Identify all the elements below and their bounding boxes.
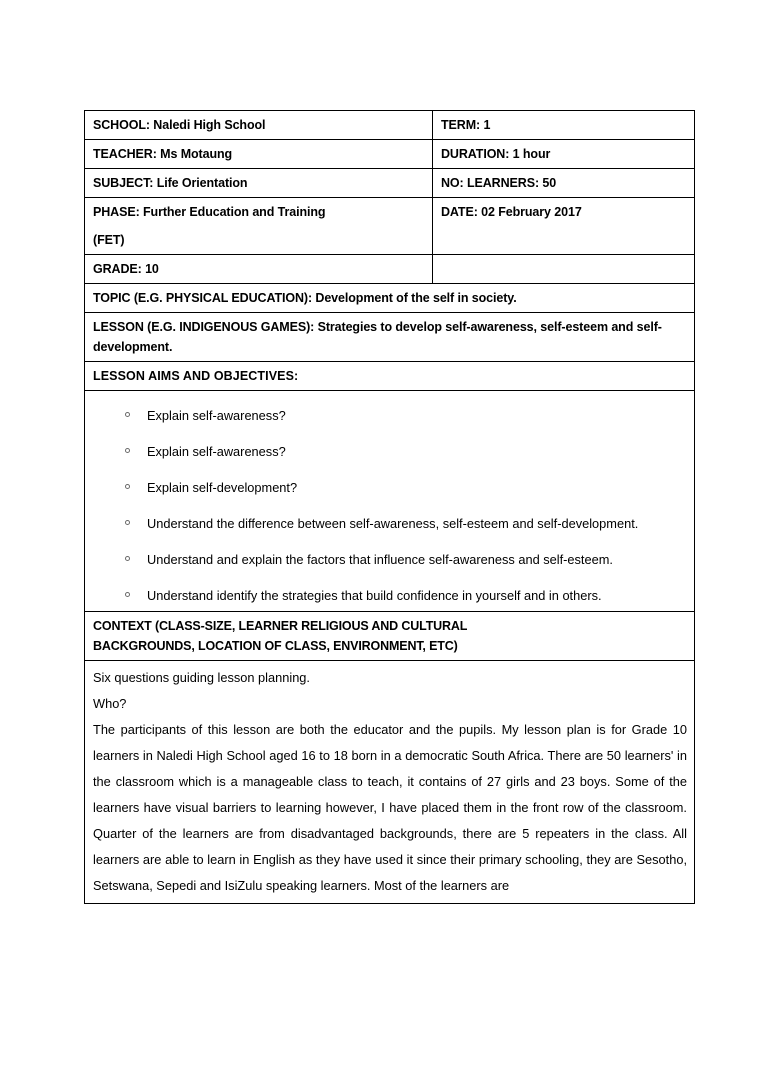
phase-field bbox=[85, 198, 433, 255]
list-item-label: Explain self-awareness? bbox=[147, 444, 286, 459]
list-item-label: Understand and explain the factors that influence self-awareness and self-esteem. bbox=[147, 552, 613, 567]
empty-cell bbox=[433, 255, 695, 284]
table-row bbox=[85, 198, 695, 255]
circle-bullet-icon bbox=[125, 520, 130, 525]
list-item-label: Explain self-development? bbox=[147, 480, 298, 495]
phase-line-1: PHASE: Further Education and Training bbox=[93, 205, 326, 219]
circle-bullet-icon bbox=[125, 448, 130, 453]
duration-field: DURATION: 1 hour bbox=[433, 140, 695, 169]
context-heading bbox=[85, 612, 695, 661]
context-body-cell bbox=[85, 661, 695, 904]
list-item-label: Understand the difference between self-awareness, self-esteem and self-development. bbox=[147, 516, 639, 531]
lesson-aims-heading: LESSON AIMS AND OBJECTIVES: bbox=[85, 362, 695, 391]
context-body-paragraph: The participants of this lesson are both the educator and the pupils. My lesson plan is for Grade 10 learners in Naledi High School aged 16 to 18 born in a democratic South Africa. There are 50 learners' in the classroom which is a manageable class to teach, it contains of 27 girls and 23 boys. Some of the learners have visual barriers to learning however, I have placed them in the front row of the classroom. Quarter of the learners are from disadvantaged backgrounds, there are 5 repeaters in the class. All learners are able to learn in English as they have used it since their primary schooling, they are Sesotho, Setswana, Sepedi and IsiZulu speaking learners. Most of the learners are bbox=[93, 721, 687, 893]
table-row bbox=[85, 140, 695, 169]
circle-bullet-icon bbox=[125, 556, 130, 561]
circle-bullet-icon bbox=[125, 412, 130, 417]
topic-field: TOPIC (E.G. PHYSICAL EDUCATION): Development of the self in society. bbox=[85, 284, 695, 313]
school-field: SCHOOL: Naledi High School bbox=[85, 111, 433, 140]
list-item bbox=[93, 549, 687, 571]
table-row bbox=[85, 362, 695, 391]
table-row bbox=[85, 313, 695, 362]
table-row bbox=[85, 284, 695, 313]
context-heading-line-1: CONTEXT (CLASS-SIZE, LEARNER RELIGIOUS AND CULTURAL bbox=[93, 619, 468, 633]
lesson-field: LESSON (E.G. INDIGENOUS GAMES): Strategies to develop self-awareness, self-esteem and self-development. bbox=[85, 313, 695, 362]
aims-list bbox=[93, 405, 687, 607]
lesson-plan-table bbox=[84, 110, 695, 904]
list-item-label: Understand identify the strategies that build confidence in yourself and in others. bbox=[147, 588, 602, 603]
date-field: DATE: 02 February 2017 bbox=[433, 198, 695, 255]
grade-field: GRADE: 10 bbox=[85, 255, 433, 284]
table-row bbox=[85, 391, 695, 612]
table-row bbox=[85, 111, 695, 140]
list-item bbox=[93, 585, 687, 607]
teacher-field: TEACHER: Ms Motaung bbox=[85, 140, 433, 169]
phase-line-2: (FET) bbox=[93, 233, 125, 247]
context-intro: Six questions guiding lesson planning. bbox=[93, 670, 310, 685]
lesson-aims-cell bbox=[85, 391, 695, 612]
table-row bbox=[85, 169, 695, 198]
list-item bbox=[93, 477, 687, 499]
list-item-label: Explain self-awareness? bbox=[147, 408, 286, 423]
list-item bbox=[93, 405, 687, 427]
term-field: TERM: 1 bbox=[433, 111, 695, 140]
list-item bbox=[93, 513, 687, 535]
table-row bbox=[85, 612, 695, 661]
no-learners-field: NO: LEARNERS: 50 bbox=[433, 169, 695, 198]
subject-field: SUBJECT: Life Orientation bbox=[85, 169, 433, 198]
circle-bullet-icon bbox=[125, 484, 130, 489]
circle-bullet-icon bbox=[125, 592, 130, 597]
context-heading-line-2: BACKGROUNDS, LOCATION OF CLASS, ENVIRONMENT, ETC) bbox=[93, 639, 458, 653]
table-row bbox=[85, 661, 695, 904]
table-row bbox=[85, 255, 695, 284]
context-question: Who? bbox=[93, 695, 127, 711]
list-item bbox=[93, 441, 687, 463]
